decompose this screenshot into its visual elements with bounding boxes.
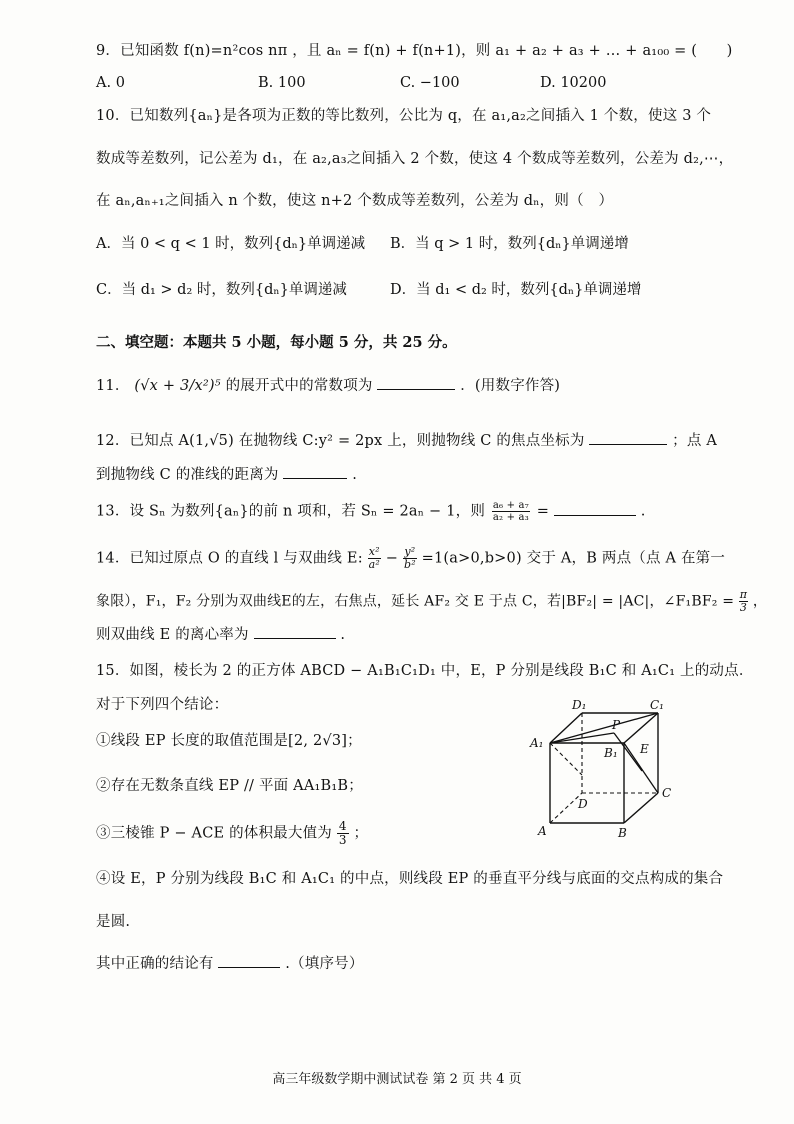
q9-option-b: B. 100 — [258, 75, 306, 91]
q12-line-1 — [96, 430, 717, 452]
q15-line-1: 15．如图，棱长为 2 的正方体 ABCD − A₁B₁C₁D₁ 中，E，P 分别是线段 B₁C 和 A₁C₁ 上的动点． — [96, 663, 754, 679]
q13-fraction — [492, 500, 530, 523]
q14-answer-blank[interactable] — [254, 624, 336, 639]
q15-conclusion-4-line-1: ④设 E，P 分别为线段 B₁C 和 A₁C₁ 的中点，则线段 EP 的垂直平分线与底面的交点构成的集合 — [96, 871, 724, 887]
q10-option-d: D．当 d₁ < d₂ 时，数列{dₙ}单调递增 — [390, 282, 642, 298]
cube-figure — [520, 695, 700, 845]
q14-fraction-x-denominator: a² — [368, 558, 380, 571]
q12-answer-blank-2[interactable] — [283, 464, 347, 479]
q11-answer-blank[interactable] — [377, 375, 455, 390]
q11-number: 11． — [96, 378, 130, 394]
label-c: C — [662, 786, 672, 800]
label-b: B — [618, 826, 627, 840]
q13-text: 13．设 Sₙ 为数列{aₙ}的前 n 项和，若 Sₙ = 2aₙ − 1，则 — [96, 503, 486, 520]
q14-text-4: ， — [752, 593, 768, 610]
q15-final-line — [96, 953, 364, 975]
q9-stem: 9．已知函数 f(n)=n²cos nπ ，且 aₙ = f(n) + f(n+1)，则 a₁ + a₂ + a₃ + … + a₁₀₀ = ( ) — [96, 43, 733, 59]
q14-fraction-y-numerator: y² — [404, 545, 416, 558]
q13-end: . — [640, 503, 646, 520]
q14-text-6: . — [340, 627, 346, 643]
q15-fraction — [337, 820, 349, 847]
label-p: P — [612, 718, 621, 732]
q10-line-3: 在 aₙ,aₙ₊₁之间插入 n 个数，使这 n+2 个数成等差数列，公差为 dₙ，则（ ） — [96, 193, 614, 209]
q15-final-text: 其中正确的结论有 — [96, 956, 214, 972]
q10-line-2: 数成等差数列，记公差为 d₁，在 a₂,a₃之间插入 2 个数，使这 4 个数成等差数列，公差为 d₂,⋯， — [96, 151, 734, 167]
q11-expression: (√x + 3/x²)⁵ — [134, 378, 221, 394]
edge-b-c — [624, 793, 658, 823]
q13-answer-blank[interactable] — [554, 501, 636, 516]
label-c1: C₁ — [650, 698, 664, 712]
q14-text-1: 14．已知过原点 O 的直线 l 与双曲线 E: — [96, 550, 363, 567]
q12-text-1: 12．已知点 A(1,√5) 在抛物线 C:y² = 2px 上，则抛物线 C 的焦点坐标为 — [96, 433, 585, 449]
label-a: A — [538, 824, 547, 838]
label-e: E — [640, 742, 649, 756]
q12-text-4: . — [352, 467, 358, 483]
q14-line-2 — [96, 589, 767, 614]
q12-text-2: ；点 A — [672, 433, 718, 449]
page-footer: 高三年级数学期中测试试卷 第 2 页 共 4 页 — [272, 1072, 522, 1087]
q14-fraction-y — [403, 546, 417, 571]
q13-equals: = — [536, 503, 550, 520]
q15-conclusion-3-end: ； — [353, 825, 369, 842]
q15-answer-blank[interactable] — [218, 953, 280, 968]
q10-option-c: C．当 d₁ > d₂ 时，数列{dₙ}单调递减 — [96, 282, 347, 298]
q9-option-a: A. 0 — [96, 75, 125, 91]
q9-option-c: C. −100 — [400, 75, 460, 91]
q14-text-5: 则双曲线 E 的离心率为 — [96, 627, 249, 643]
q14-fraction-angle — [739, 589, 748, 614]
q14-text-2: =1(a>0,b>0) 交于 A，B 两点（点 A 在第一 — [421, 550, 726, 567]
q10-line-1: 10．已知数列{aₙ}是各项为正数的等比数列，公比为 q，在 a₁,a₂之间插入 1 个数，使这 3 个 — [96, 108, 712, 124]
q10-option-b: B．当 q > 1 时，数列{dₙ}单调递增 — [390, 236, 629, 252]
q9-option-d: D. 10200 — [540, 75, 607, 91]
q14-fraction-angle-numerator: π — [739, 588, 748, 601]
q15-conclusion-1: ①线段 EP 长度的取值范围是[2, 2√3]； — [96, 733, 362, 749]
q14-line-1 — [96, 546, 725, 571]
section-2-title: 二、填空题：本题共 5 小题，每小题 5 分，共 25 分。 — [96, 334, 457, 351]
q14-line-3 — [96, 624, 345, 646]
label-d1: D₁ — [572, 698, 587, 712]
q11-suffix: ．(用数字作答) — [460, 378, 561, 394]
q12-answer-blank-1[interactable] — [589, 430, 667, 445]
q14-text-3: 象限），F₁，F₂ 分别为双曲线E的左，右焦点，延长 AF₂ 交 E 于点 C，若|BF₂| = |AC|，∠F₁BF₂ = — [96, 593, 735, 610]
q13-line — [96, 500, 646, 523]
q10-option-a: A．当 0 < q < 1 时，数列{dₙ}单调递减 — [96, 236, 366, 252]
q13-fraction-denominator: a₂ + a₃ — [492, 512, 529, 523]
q14-fraction-x-numerator: x² — [368, 545, 380, 558]
q15-fraction-denominator: 3 — [338, 833, 347, 847]
label-d: D — [578, 797, 588, 811]
q14-fraction-angle-denominator: 3 — [739, 601, 748, 614]
q14-fraction-y-denominator: b² — [403, 558, 416, 571]
q15-conclusion-3 — [96, 820, 368, 847]
q14-fraction-x — [368, 546, 381, 571]
q12-text-3: 到抛物线 C 的准线的距离为 — [96, 467, 279, 483]
q14-minus: − — [385, 550, 399, 567]
label-a1: A₁ — [530, 736, 544, 750]
q11-line — [96, 375, 560, 397]
q11-text: 的展开式中的常数项为 — [225, 378, 373, 394]
q15-fraction-numerator: 4 — [338, 819, 347, 833]
label-b1: B₁ — [604, 746, 618, 760]
q15-final-suffix: .（填序号） — [285, 956, 364, 972]
q15-conclusion-4-line-2: 是圆. — [96, 914, 131, 930]
q15-line-2: 对于下列四个结论： — [96, 697, 229, 713]
q15-conclusion-2: ②存在无数条直线 EP // 平面 AA₁B₁B； — [96, 778, 363, 794]
q15-conclusion-3-text: ③三棱锥 P − ACE 的体积最大值为 — [96, 825, 332, 842]
q13-fraction-numerator: a₆ + a₇ — [492, 500, 529, 511]
q12-line-2 — [96, 464, 357, 486]
segment-a1-e-hidden — [550, 743, 582, 775]
